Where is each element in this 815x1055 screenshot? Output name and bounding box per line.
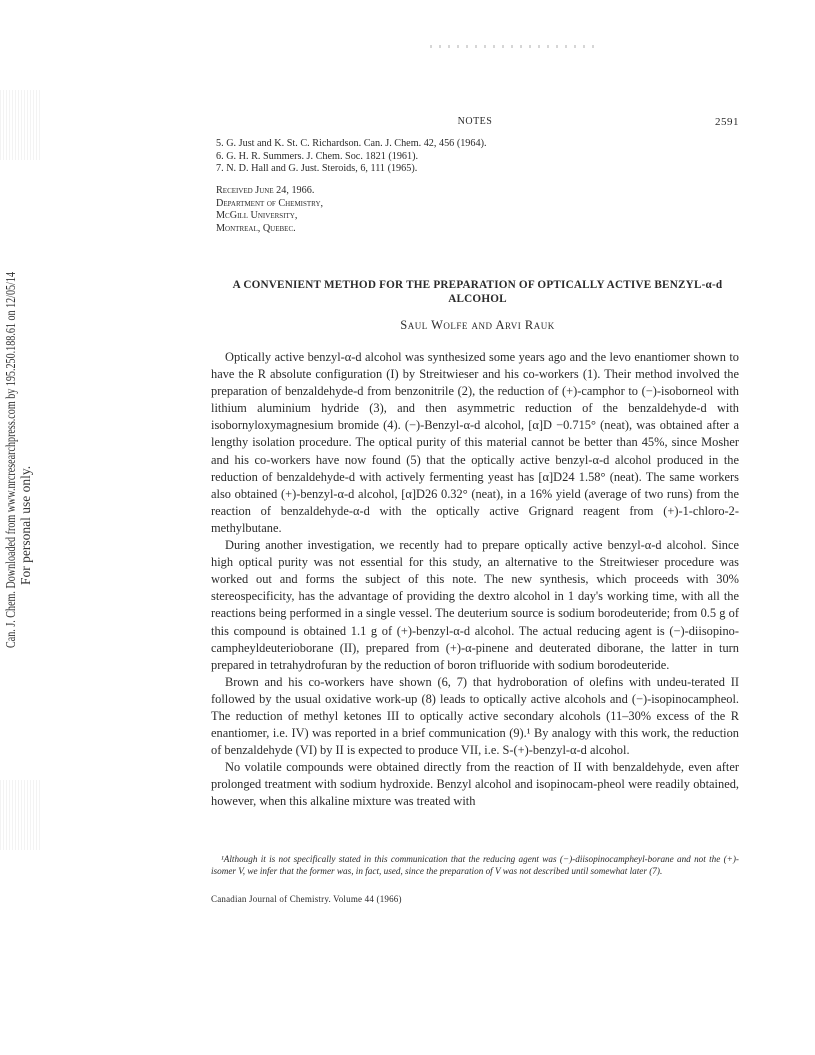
running-head (211, 116, 739, 130)
affiliation-line: McGill University, (216, 210, 298, 222)
scan-artifact (430, 45, 600, 48)
body-paragraph: Brown and his co-workers have shown (6, 7) that hydroboration of olefins with undeu-terated II followed by the usual oxidative work-up (8) leads to optically active alcohols and (−)-isopinocampheol. The reduction of methyl ketones III to optically active secondary alcohols (11–30% excess of the R enantiomer, i.e. IV) was reported in a brief communication (9).¹ By analogy with this work, the reduction of benzaldehyde (VI) by II is expected to produce VII, i.e. S-(+)-benzyl-α-d alcohol. (211, 674, 739, 758)
article-title-line: ALCOHOL (448, 293, 507, 305)
article-body (211, 349, 739, 811)
reference-item: 6. G. H. R. Summers. J. Chem. Soc. 1821 (1961). (216, 150, 419, 162)
article-title (205, 278, 750, 306)
page-number: 2591 (715, 116, 739, 128)
affiliation-line: Department of Chemistry, (216, 197, 324, 209)
body-paragraph: No volatile compounds were obtained directly from the reaction of II with benzaldehyde, even after prolonged treatment with sodium hydroxide. Benzyl alcohol and isopinocam-pheol were readily obtained, however, when this alkaline mixture was treated with (211, 760, 739, 809)
scan-artifact (0, 90, 40, 160)
affiliation-line: Montreal, Quebec. (216, 222, 296, 234)
reference-item: 5. G. Just and K. St. C. Richardson. Can. J. Chem. 42, 456 (1964). (216, 138, 487, 149)
body-paragraph: During another investigation, we recently had to prepare optically active benzyl-α-d alcohol. Since high optical purity was not essential for this study, an alternative to the Streitwieser procedure was worked out and forms the subject of this note. The new synthesis, which proceeds with 30% stereospecificity, has the advantage of providing the dextro alcohol in 1 day's working time, with all the reactions being performed in a single vessel. The deuterium source is sodium borodeuteride; from 0.5 g of this compound is obtained 1.1 g of (+)-benzyl-α-d alcohol. The actual reducing agent is (−)-diisopino-campheyldeuterioborane (II), prepared from (+)-α-pinene and deuterated diborane, the latter in turn prepared in tetrahydrofuran by the reduction of boron trifluoride with sodium borodeuteride. (211, 538, 739, 672)
received-date: Received June 24, 1966. (216, 185, 315, 196)
reference-item: 7. N. D. Hall and G. Just. Steroids, 6, 111 (1965). (216, 163, 418, 175)
download-stamp (2, 270, 42, 650)
download-stamp-line2: For personal use only. (18, 465, 33, 585)
article-title-line: A CONVENIENT METHOD FOR THE PREPARATION OF OPTICALLY ACTIVE BENZYL-α-d (232, 279, 723, 291)
section-name: NOTES (457, 116, 493, 127)
journal-citation: Canadian Journal of Chemistry. Volume 44 (1966) (211, 894, 402, 904)
article-authors: Saul Wolfe and Arvi Rauk (400, 318, 555, 332)
reference-list (216, 138, 487, 176)
received-block (216, 185, 323, 235)
download-stamp-line1: Can. J. Chem. Downloaded from www.nrcresearchpress.com by 195.250.188.61 on 12/05/14 (3, 270, 18, 648)
body-paragraph: Optically active benzyl-α-d alcohol was synthesized some years ago and the levo enantiomer shown to have the R absolute configuration (I) by Streitwieser and his co-workers (1). Their method involved the preparation of benzaldehyde-d from benzonitrile (2), the reduction of (+)-camphor to (−)-isoborneol with lithium aluminium hydride (3), and then asymmetric reduction of the benzaldehyde-d with isobornyloxymagnesium bromide (4). (−)-Benzyl-α-d alcohol, [α]D −0.715° (neat), was obtained after a lengthy isolation procedure. The optical purity of this material cannot be better than 45%, since Mosher and his co-workers have now found (5) that the optically active benzyl-α-d alcohol produced in the reduction of benzaldehyde-d with actively fermenting yeast has [α]D24 1.58° (neat). The same workers also obtained (+)-benzyl-α-d alcohol, [α]D26 0.32° (neat), in a 16% yield (average of two runs) from the reaction of benzaldehyde-α-d with the optically active Grignard reagent from (+)-1-chloro-2-methylbutane. (211, 350, 739, 535)
scan-artifact (0, 780, 40, 850)
footnote: ¹Although it is not specifically stated in this communication that the reducing agent was (−)-diisopinocampheyl-borane and not the (+)-isomer V, we infer that the former was, in fact, used, since the preparation of V was not described until somewhat later (7). (211, 854, 739, 876)
